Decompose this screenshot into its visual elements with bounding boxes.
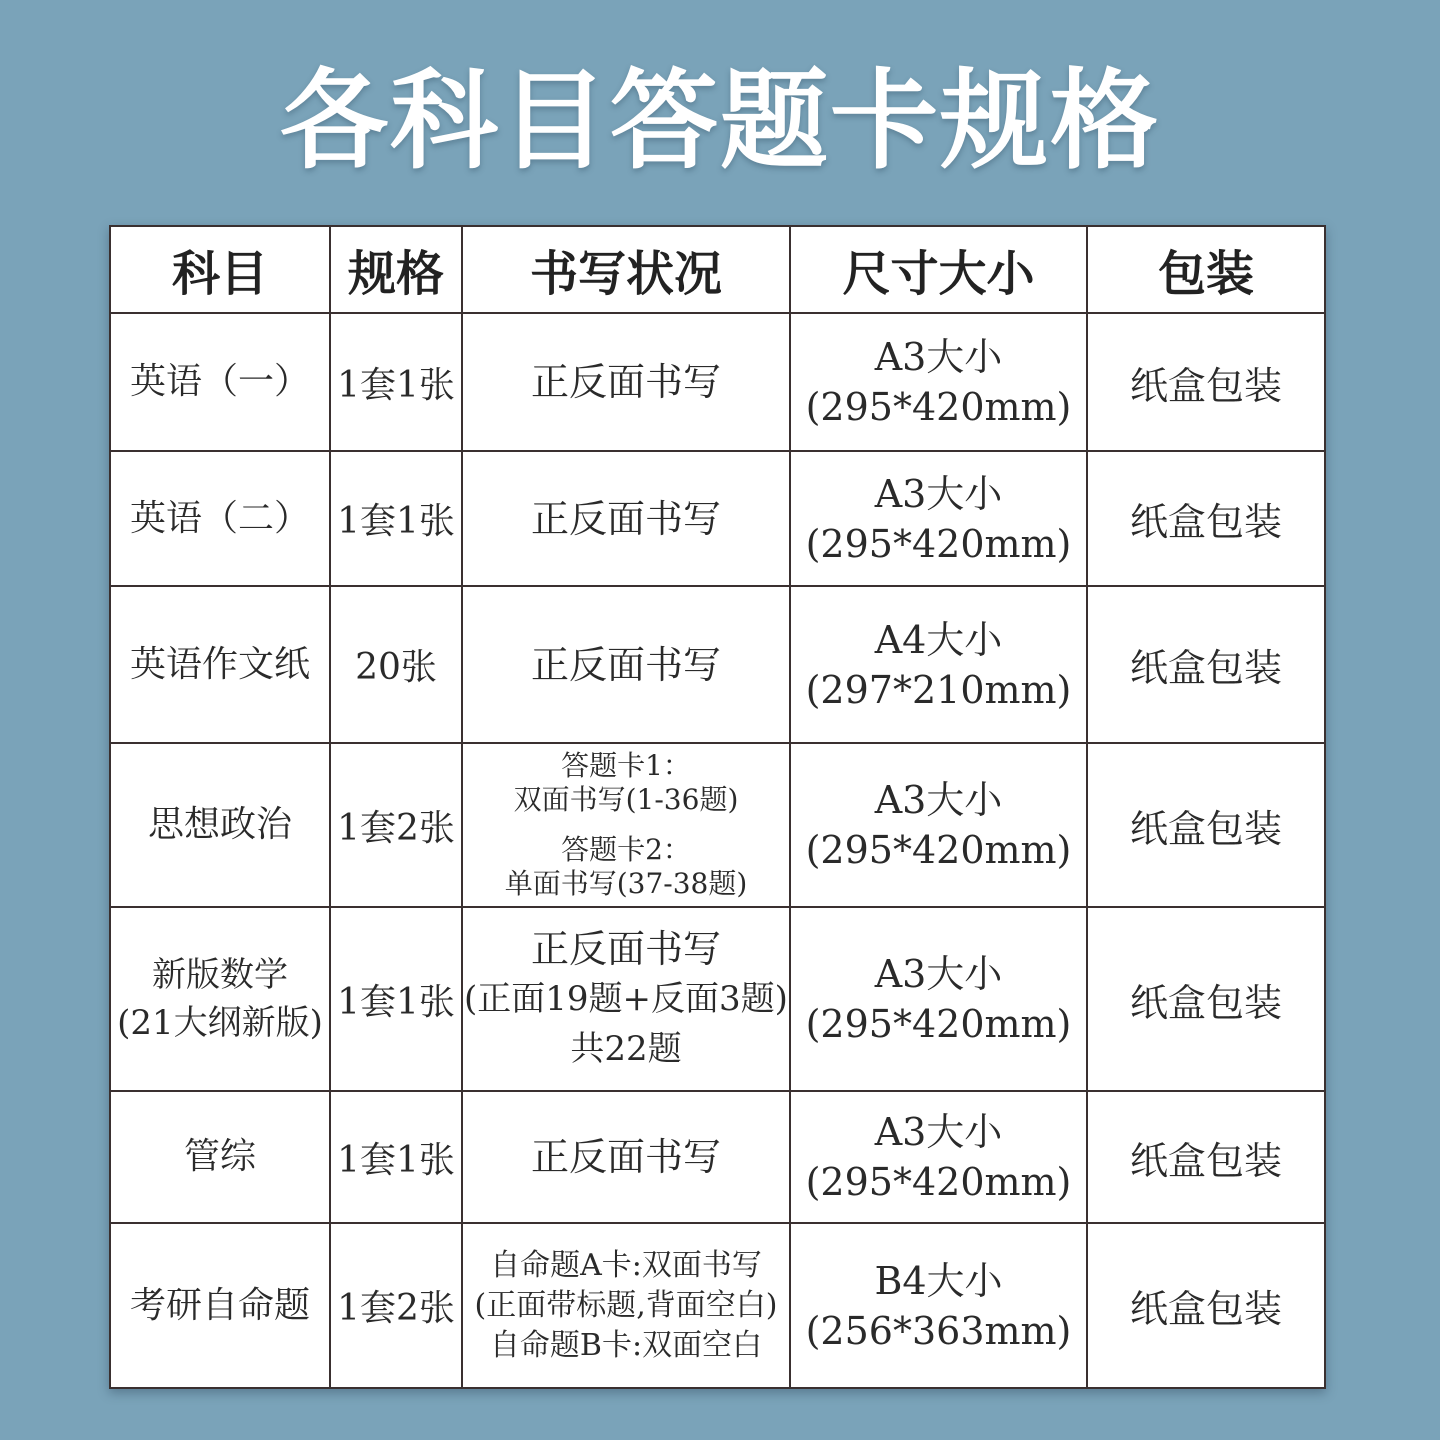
cell-subject — [110, 451, 330, 586]
cell-packaging: 纸盒包装 — [1087, 743, 1325, 907]
cell-spec: 1套2张 — [330, 1223, 462, 1388]
cell-size — [790, 907, 1087, 1091]
writing-text: 单面书写(37-38题) — [504, 867, 748, 900]
size-dimensions: (295*420mm) — [805, 521, 1072, 566]
header-spec: 规格 — [330, 226, 462, 313]
writing-text: 答题卡1： — [561, 749, 691, 782]
spec-table — [109, 225, 1326, 1389]
writing-spacer — [463, 817, 789, 833]
cell-spec: 1套1张 — [330, 907, 462, 1091]
subject-text: 思想政治 — [147, 804, 292, 845]
table-row — [110, 313, 1325, 451]
size-dimensions: (295*420mm) — [805, 385, 1072, 429]
cell-writing — [462, 743, 790, 907]
cell-spec: 20张 — [330, 586, 462, 743]
size-name: B4大小 — [874, 1258, 1003, 1303]
cell-spec: 1套1张 — [330, 313, 462, 451]
cell-writing — [462, 586, 790, 743]
cell-writing — [462, 1091, 790, 1223]
size-name: A3大小 — [874, 471, 1003, 516]
cell-packaging: 纸盒包装 — [1087, 1091, 1325, 1223]
cell-writing — [462, 907, 790, 1091]
size-name: A3大小 — [874, 778, 1003, 822]
table-row — [110, 907, 1325, 1091]
writing-text: 双面书写(1-36题) — [513, 783, 739, 816]
cell-packaging: 纸盒包装 — [1087, 586, 1325, 743]
subject-text: 英语作文纸 — [129, 643, 310, 685]
cell-packaging: 纸盒包装 — [1087, 451, 1325, 586]
writing-text: 正反面书写 — [530, 927, 721, 971]
cell-subject — [110, 313, 330, 451]
header-subject: 科目 — [110, 226, 330, 313]
size-name: A3大小 — [874, 1110, 1003, 1154]
size-name: A4大小 — [874, 617, 1003, 662]
writing-text: 正反面书写 — [530, 642, 721, 687]
cell-subject — [110, 743, 330, 907]
cell-size — [790, 451, 1087, 586]
size-dimensions: (295*420mm) — [805, 828, 1072, 872]
cell-spec: 1套1张 — [330, 1091, 462, 1223]
cell-size — [790, 586, 1087, 743]
cell-subject — [110, 1223, 330, 1388]
size-name: A3大小 — [874, 335, 1003, 379]
header-row — [110, 226, 1325, 313]
subject-text: (21大纲新版) — [117, 1003, 323, 1043]
writing-text: 答题卡2： — [561, 833, 691, 866]
cell-subject — [110, 907, 330, 1091]
table-row — [110, 1091, 1325, 1223]
size-dimensions: (256*363mm) — [805, 1308, 1072, 1353]
cell-subject — [110, 1091, 330, 1223]
subject-text: 管综 — [183, 1136, 256, 1177]
cell-subject — [110, 586, 330, 743]
cell-size — [790, 1091, 1087, 1223]
size-name: A3大小 — [874, 952, 1003, 996]
writing-text: 正反面书写 — [530, 496, 721, 541]
size-dimensions: (297*210mm) — [805, 667, 1072, 712]
size-dimensions: (295*420mm) — [805, 1160, 1072, 1204]
cell-packaging: 纸盒包装 — [1087, 1223, 1325, 1388]
writing-text: (正面19题+反面3题) — [464, 979, 788, 1019]
cell-spec: 1套2张 — [330, 743, 462, 907]
header-writing: 书写状况 — [462, 226, 790, 313]
header-size: 尺寸大小 — [790, 226, 1087, 313]
writing-text: 自命题B卡:双面空白 — [489, 1327, 763, 1363]
writing-text: (正面带标题,背面空白) — [474, 1287, 778, 1323]
writing-text: 正反面书写 — [530, 1135, 721, 1179]
writing-text: 自命题A卡:双面书写 — [490, 1247, 762, 1283]
cell-writing — [462, 451, 790, 586]
cell-packaging: 纸盒包装 — [1087, 907, 1325, 1091]
cell-size — [790, 743, 1087, 907]
cell-size — [790, 1223, 1087, 1388]
cell-packaging: 纸盒包装 — [1087, 313, 1325, 451]
subject-text: 考研自命题 — [129, 1284, 310, 1326]
subject-text: 英语（二） — [129, 497, 310, 539]
writing-text: 正反面书写 — [530, 360, 721, 404]
cell-writing — [462, 1223, 790, 1388]
cell-writing — [462, 313, 790, 451]
header-packaging: 包装 — [1087, 226, 1325, 313]
table-row — [110, 586, 1325, 743]
table-row — [110, 1223, 1325, 1388]
writing-text: 共22题 — [570, 1029, 682, 1069]
size-dimensions: (295*420mm) — [805, 1002, 1072, 1046]
cell-spec: 1套1张 — [330, 451, 462, 586]
page-title: 各科目答题卡规格 — [279, 59, 1160, 184]
cell-size — [790, 313, 1087, 451]
table-row — [110, 743, 1325, 907]
subject-text: 新版数学 — [152, 955, 288, 995]
table-row — [110, 451, 1325, 586]
subject-text: 英语（一） — [129, 361, 310, 402]
